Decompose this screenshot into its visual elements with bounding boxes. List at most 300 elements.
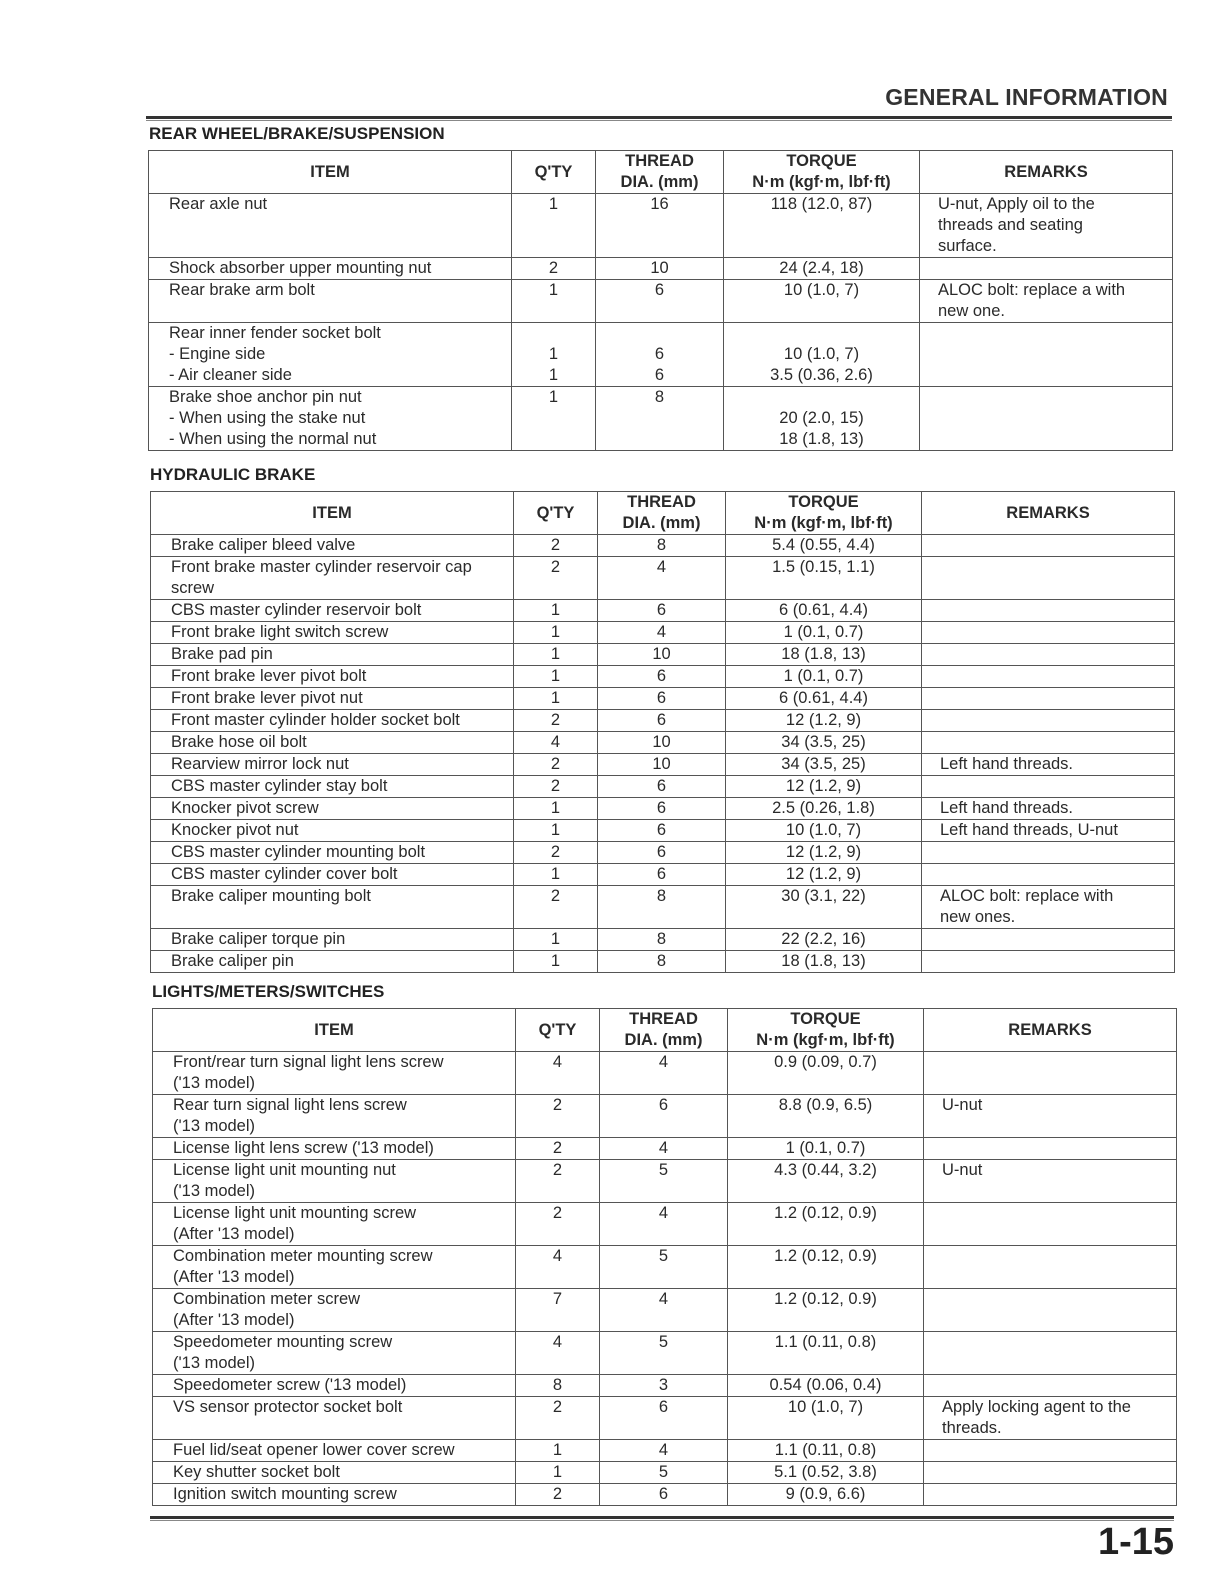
cell-thread-dia-line: 6 [658, 1398, 669, 1416]
cell-qty [516, 1289, 600, 1332]
cell-qty-line: 2 [550, 777, 561, 795]
cell-qty-line [512, 323, 595, 344]
cell-torque-line: 1.5 (0.15, 1.1) [772, 558, 875, 576]
cell-qty-line: 2 [552, 1204, 563, 1222]
cell-torque [728, 1052, 924, 1095]
cell-item [151, 951, 514, 973]
table-row [149, 323, 1173, 387]
cell-thread-dia [600, 1289, 728, 1332]
table-row [153, 1484, 1177, 1506]
cell-thread-dia-line: 6 [656, 777, 667, 795]
page-number: 1-15 [1097, 1521, 1174, 1563]
cell-qty [514, 557, 598, 600]
cell-qty [514, 732, 598, 754]
cell-item-line: Brake caliper torque pin [171, 930, 346, 948]
cell-torque-line: 10 (1.0, 7) [787, 1398, 864, 1416]
col-header-item: ITEM [153, 1009, 516, 1052]
section-title-hydraulic-brake: HYDRAULIC BRAKE [150, 465, 316, 484]
col-header-thread-dia-line: THREAD [627, 493, 696, 511]
cell-qty-line: 1 [550, 645, 561, 663]
cell-torque [724, 280, 920, 323]
cell-remarks-line [940, 688, 1166, 709]
cell-thread-dia [596, 280, 724, 323]
cell-thread-dia-line: 6 [654, 345, 665, 363]
cell-remarks [924, 1484, 1177, 1506]
cell-thread-dia-line: 6 [656, 689, 667, 707]
cell-item-line: Brake caliper bleed valve [171, 536, 356, 554]
col-header-thread-dia [596, 151, 724, 194]
cell-torque-line: 4.3 (0.44, 3.2) [774, 1161, 877, 1179]
cell-item-line: CBS master cylinder reservoir bolt [171, 601, 422, 619]
table-row [151, 754, 1175, 776]
cell-qty-line: 4 [550, 733, 561, 751]
section-title-rear-wheel: REAR WHEEL/BRAKE/SUSPENSION [149, 124, 445, 143]
cell-qty-line: 2 [548, 259, 559, 277]
cell-thread-dia-line: 5 [658, 1161, 669, 1179]
cell-thread-dia-line: 4 [658, 1441, 669, 1459]
cell-remarks-line [942, 1289, 1168, 1310]
cell-thread-dia [600, 1397, 728, 1440]
table-row [149, 280, 1173, 323]
cell-remarks [924, 1375, 1177, 1397]
table-row [151, 842, 1175, 864]
table-row [151, 798, 1175, 820]
cell-item-line: Front brake lever pivot nut [171, 689, 363, 707]
cell-remarks-line [942, 1246, 1168, 1267]
cell-remarks [920, 258, 1173, 280]
cell-torque-line: 34 (3.5, 25) [781, 755, 866, 773]
cell-thread-dia-line: 4 [658, 1139, 669, 1157]
cell-remarks-line: new one. [938, 302, 1005, 320]
cell-thread-dia [598, 688, 726, 710]
cell-item-line: Front brake light switch screw [171, 623, 389, 641]
cell-thread-dia-line: 6 [656, 711, 667, 729]
header-row [153, 1009, 1177, 1052]
cell-item-line: Fuel lid/seat opener lower cover screw [173, 1441, 455, 1459]
cell-item [153, 1203, 516, 1246]
lights-meters-torque-table [152, 1008, 1177, 1506]
table-row [153, 1095, 1177, 1138]
cell-thread-dia [596, 194, 724, 258]
cell-qty-line: 2 [552, 1161, 563, 1179]
cell-torque-line: 5.4 (0.55, 4.4) [772, 536, 875, 554]
cell-item-line: (After '13 model) [173, 1311, 295, 1329]
cell-item-line: CBS master cylinder mounting bolt [171, 843, 426, 861]
cell-item-line: Front brake lever pivot bolt [171, 667, 367, 685]
cell-torque [728, 1397, 924, 1440]
cell-thread-dia [598, 666, 726, 688]
col-header-thread-dia [598, 492, 726, 535]
cell-item [153, 1160, 516, 1203]
cell-qty-line: 1 [548, 388, 559, 406]
col-header-torque-line: TORQUE [786, 152, 857, 170]
cell-remarks-line [940, 710, 1166, 731]
cell-qty-line: 1 [550, 930, 561, 948]
cell-qty [514, 622, 598, 644]
cell-qty [514, 886, 598, 929]
cell-item [151, 820, 514, 842]
cell-item [153, 1052, 516, 1095]
cell-item [151, 864, 514, 886]
cell-qty-line: 1 [550, 865, 561, 883]
cell-torque-line: 10 (1.0, 7) [783, 345, 860, 363]
cell-thread-dia-line: 8 [654, 388, 665, 406]
cell-qty [514, 864, 598, 886]
cell-thread-dia-line: 5 [658, 1247, 669, 1265]
table-row [153, 1397, 1177, 1440]
cell-torque-line: 1.2 (0.12, 0.9) [774, 1290, 877, 1308]
cell-item-line: ('13 model) [173, 1074, 256, 1092]
cell-remarks-line [940, 732, 1166, 753]
cell-item [153, 1440, 516, 1462]
cell-thread-dia [598, 557, 726, 600]
cell-thread-dia-line: 3 [658, 1376, 669, 1394]
cell-remarks [922, 732, 1175, 754]
col-header-torque-line: N·m (kgf·m, lbf·ft) [752, 173, 891, 191]
cell-item [151, 798, 514, 820]
cell-item-line: Combination meter mounting screw [173, 1247, 433, 1265]
cell-thread-dia-line: 8 [656, 952, 667, 970]
cell-qty [516, 1203, 600, 1246]
cell-qty-line: 2 [550, 558, 561, 576]
cell-thread-dia-line: 6 [658, 1485, 669, 1503]
cell-remarks-line [942, 1440, 1168, 1461]
cell-torque-line: 18 (1.8, 13) [779, 430, 864, 448]
cell-item-line [171, 907, 507, 928]
cell-remarks-line: U-nut [942, 1161, 983, 1179]
cell-item-line: Brake caliper mounting bolt [171, 887, 371, 905]
cell-qty [514, 929, 598, 951]
cell-qty-line: 8 [552, 1376, 563, 1394]
cell-thread-dia [600, 1332, 728, 1375]
cell-torque [726, 820, 922, 842]
cell-torque-line: 24 (2.4, 18) [779, 259, 864, 277]
table-row [151, 666, 1175, 688]
cell-item [153, 1375, 516, 1397]
cell-item-line: Rear brake arm bolt [169, 281, 315, 299]
cell-remarks [920, 387, 1173, 451]
cell-remarks-line [940, 600, 1166, 621]
table-row [153, 1203, 1177, 1246]
cell-torque [726, 886, 922, 929]
table-row [151, 644, 1175, 666]
cell-item-line: ('13 model) [173, 1182, 256, 1200]
cell-item-line: Shock absorber upper mounting nut [169, 259, 432, 277]
cell-qty-line: 1 [550, 952, 561, 970]
cell-remarks [924, 1440, 1177, 1462]
cell-qty [516, 1160, 600, 1203]
cell-thread-dia [600, 1160, 728, 1203]
cell-thread-dia [600, 1440, 728, 1462]
cell-thread-dia [598, 754, 726, 776]
cell-remarks [924, 1246, 1177, 1289]
cell-torque-line: 34 (3.5, 25) [781, 733, 866, 751]
cell-qty [516, 1484, 600, 1506]
cell-thread-dia [596, 387, 724, 451]
cell-remarks-line [940, 644, 1166, 665]
cell-torque-line: 12 (1.2, 9) [785, 843, 862, 861]
cell-remarks [922, 776, 1175, 798]
cell-thread-dia [598, 929, 726, 951]
col-header-torque-line: TORQUE [790, 1010, 861, 1028]
cell-torque [728, 1462, 924, 1484]
cell-item-line: - When using the stake nut [169, 409, 366, 427]
col-header-torque-line: N·m (kgf·m, lbf·ft) [754, 514, 893, 532]
cell-item-line: ('13 model) [173, 1354, 256, 1372]
table-row [151, 688, 1175, 710]
cell-torque [726, 929, 922, 951]
cell-torque-line: 1.2 (0.12, 0.9) [774, 1247, 877, 1265]
cell-remarks-line: ALOC bolt: replace with [940, 887, 1114, 905]
cell-torque-line: 20 (2.0, 15) [779, 409, 864, 427]
cell-qty-line: 1 [550, 601, 561, 619]
cell-remarks [922, 820, 1175, 842]
cell-torque-line [724, 323, 919, 344]
rear-wheel-torque-table [148, 150, 1173, 451]
cell-remarks [924, 1160, 1177, 1203]
table-row [151, 710, 1175, 732]
cell-torque [728, 1095, 924, 1138]
cell-item [149, 387, 512, 451]
cell-item [153, 1138, 516, 1160]
cell-qty-line: 1 [550, 689, 561, 707]
table-row [149, 258, 1173, 280]
cell-remarks-line [940, 864, 1166, 885]
cell-thread-dia [600, 1462, 728, 1484]
cell-torque-line: 0.9 (0.09, 0.7) [774, 1053, 877, 1071]
cell-item-line: Front master cylinder holder socket bolt [171, 711, 460, 729]
table-row [151, 622, 1175, 644]
cell-item [153, 1095, 516, 1138]
cell-remarks-line [940, 776, 1166, 797]
cell-item-line: Brake shoe anchor pin nut [169, 388, 362, 406]
cell-torque [728, 1332, 924, 1375]
cell-qty-line: 7 [552, 1290, 563, 1308]
cell-remarks-line: ALOC bolt: replace a with [938, 281, 1126, 299]
cell-item [153, 1397, 516, 1440]
cell-remarks [922, 666, 1175, 688]
table-row [153, 1246, 1177, 1289]
cell-qty [516, 1462, 600, 1484]
cell-torque [724, 258, 920, 280]
footer-rule [150, 1516, 1174, 1521]
cell-item [149, 280, 512, 323]
table-row [151, 951, 1175, 973]
cell-item [151, 929, 514, 951]
cell-item-line: ('13 model) [173, 1117, 256, 1135]
cell-item-line: License light unit mounting nut [173, 1161, 396, 1179]
cell-qty-line: 2 [552, 1139, 563, 1157]
cell-thread-dia [600, 1138, 728, 1160]
cell-remarks [920, 194, 1173, 258]
cell-remarks [922, 600, 1175, 622]
cell-torque [728, 1289, 924, 1332]
cell-qty [514, 820, 598, 842]
cell-torque [724, 387, 920, 451]
cell-remarks-line [940, 535, 1166, 556]
cell-remarks [924, 1052, 1177, 1095]
cell-qty [514, 842, 598, 864]
cell-torque [726, 600, 922, 622]
cell-remarks-line [940, 666, 1166, 687]
cell-remarks [922, 557, 1175, 600]
cell-item [151, 535, 514, 557]
cell-thread-dia-line: 6 [656, 821, 667, 839]
cell-item [149, 258, 512, 280]
cell-qty-line: 4 [552, 1053, 563, 1071]
cell-torque-line: 22 (2.2, 16) [781, 930, 866, 948]
table-row [151, 820, 1175, 842]
col-header-thread-dia-line: THREAD [629, 1010, 698, 1028]
cell-remarks [922, 622, 1175, 644]
cell-item-line [169, 301, 505, 322]
table-row [151, 535, 1175, 557]
cell-item [151, 557, 514, 600]
cell-qty [516, 1375, 600, 1397]
table-row [153, 1332, 1177, 1375]
cell-qty-line: 1 [552, 1463, 563, 1481]
cell-qty-line: 2 [550, 711, 561, 729]
page-header-title: GENERAL INFORMATION [885, 84, 1168, 110]
cell-remarks [924, 1138, 1177, 1160]
cell-thread-dia-line: 4 [658, 1053, 669, 1071]
cell-qty-line: 1 [548, 195, 559, 213]
cell-item-line: Key shutter socket bolt [173, 1463, 340, 1481]
cell-remarks-line: new ones. [940, 908, 1016, 926]
cell-item-line: - Engine side [169, 345, 266, 363]
header-row [149, 151, 1173, 194]
header-rule [146, 116, 1172, 121]
cell-remarks-line [942, 1375, 1168, 1396]
cell-torque [726, 535, 922, 557]
cell-thread-dia-line: 10 [652, 645, 671, 663]
cell-thread-dia-line: 6 [656, 843, 667, 861]
cell-thread-dia-line: 16 [650, 195, 669, 213]
cell-qty [514, 951, 598, 973]
cell-item-line: Ignition switch mounting screw [173, 1485, 397, 1503]
cell-item-line: - Air cleaner side [169, 366, 292, 384]
col-header-thread-dia [600, 1009, 728, 1052]
cell-torque [726, 798, 922, 820]
cell-torque-line: 1 (0.1, 0.7) [783, 667, 864, 685]
cell-remarks-line [940, 951, 1166, 972]
cell-thread-dia [598, 776, 726, 798]
cell-qty-line: 1 [550, 821, 561, 839]
cell-qty [514, 776, 598, 798]
cell-qty-line: 4 [552, 1333, 563, 1351]
col-header-torque [728, 1009, 924, 1052]
cell-qty [512, 258, 596, 280]
cell-thread-dia-line: 8 [656, 887, 667, 905]
col-header-item: ITEM [149, 151, 512, 194]
cell-thread-dia-line: 6 [658, 1096, 669, 1114]
cell-remarks-line [938, 258, 1164, 279]
cell-qty [514, 600, 598, 622]
cell-torque [728, 1203, 924, 1246]
cell-thread-dia-line: 4 [658, 1290, 669, 1308]
cell-torque-line: 12 (1.2, 9) [785, 711, 862, 729]
cell-torque-line: 10 (1.0, 7) [785, 821, 862, 839]
cell-qty [516, 1332, 600, 1375]
cell-qty-line: 1 [550, 667, 561, 685]
cell-torque-line: 1.1 (0.11, 0.8) [774, 1441, 877, 1459]
col-header-remarks: REMARKS [920, 151, 1173, 194]
cell-torque-line: 10 (1.0, 7) [783, 281, 860, 299]
cell-remarks-line [940, 557, 1166, 578]
cell-torque [726, 710, 922, 732]
cell-torque-line: 5.1 (0.52, 3.8) [774, 1463, 877, 1481]
cell-torque [726, 776, 922, 798]
cell-item [151, 666, 514, 688]
cell-item-line: Rear axle nut [169, 195, 268, 213]
cell-torque [726, 666, 922, 688]
cell-remarks-line: surface. [938, 237, 997, 255]
cell-qty-line: 4 [552, 1247, 563, 1265]
cell-torque-line: 8.8 (0.9, 6.5) [778, 1096, 873, 1114]
cell-thread-dia [596, 258, 724, 280]
cell-thread-dia [598, 886, 726, 929]
table-row [151, 886, 1175, 929]
cell-remarks [922, 842, 1175, 864]
cell-qty [514, 644, 598, 666]
cell-item-line: - When using the normal nut [169, 430, 377, 448]
cell-remarks [922, 864, 1175, 886]
cell-remarks-line [942, 1462, 1168, 1483]
table-row [151, 776, 1175, 798]
cell-qty-line: 1 [550, 623, 561, 641]
section-title-lights-meters: LIGHTS/METERS/SWITCHES [152, 982, 385, 1001]
cell-item [151, 776, 514, 798]
cell-qty-line: 2 [552, 1398, 563, 1416]
cell-qty [516, 1052, 600, 1095]
cell-item [149, 194, 512, 258]
col-header-thread-dia-line: DIA. (mm) [622, 514, 701, 532]
cell-qty [516, 1246, 600, 1289]
cell-thread-dia-line: 6 [656, 865, 667, 883]
cell-thread-dia [598, 644, 726, 666]
cell-thread-dia [598, 710, 726, 732]
cell-remarks [922, 535, 1175, 557]
cell-torque-line: 12 (1.2, 9) [785, 865, 862, 883]
col-header-torque-line: TORQUE [788, 493, 859, 511]
table-row [153, 1160, 1177, 1203]
cell-thread-dia [598, 864, 726, 886]
cell-torque-line: 118 (12.0, 87) [770, 195, 873, 213]
cell-qty-line: 1 [550, 799, 561, 817]
cell-item-line: Brake hose oil bolt [171, 733, 307, 751]
cell-thread-dia [600, 1052, 728, 1095]
cell-torque-line: 1 (0.1, 0.7) [783, 623, 864, 641]
cell-remarks-line: Apply locking agent to the [942, 1398, 1131, 1416]
cell-remarks [922, 754, 1175, 776]
cell-item [151, 754, 514, 776]
cell-torque [728, 1375, 924, 1397]
cell-item-line: Rearview mirror lock nut [171, 755, 349, 773]
cell-torque [726, 864, 922, 886]
table-row [151, 929, 1175, 951]
cell-torque-line: 1.2 (0.12, 0.9) [774, 1204, 877, 1222]
cell-qty [514, 798, 598, 820]
cell-item [151, 732, 514, 754]
cell-qty-line: 1 [548, 345, 559, 363]
cell-item [149, 323, 512, 387]
cell-torque-line: 30 (3.1, 22) [781, 887, 866, 905]
cell-torque [724, 194, 920, 258]
col-header-qty: Q'TY [512, 151, 596, 194]
cell-item-line: Speedometer mounting screw [173, 1333, 393, 1351]
cell-thread-dia-line: 6 [656, 667, 667, 685]
cell-torque-line: 0.54 (0.06, 0.4) [769, 1376, 882, 1394]
